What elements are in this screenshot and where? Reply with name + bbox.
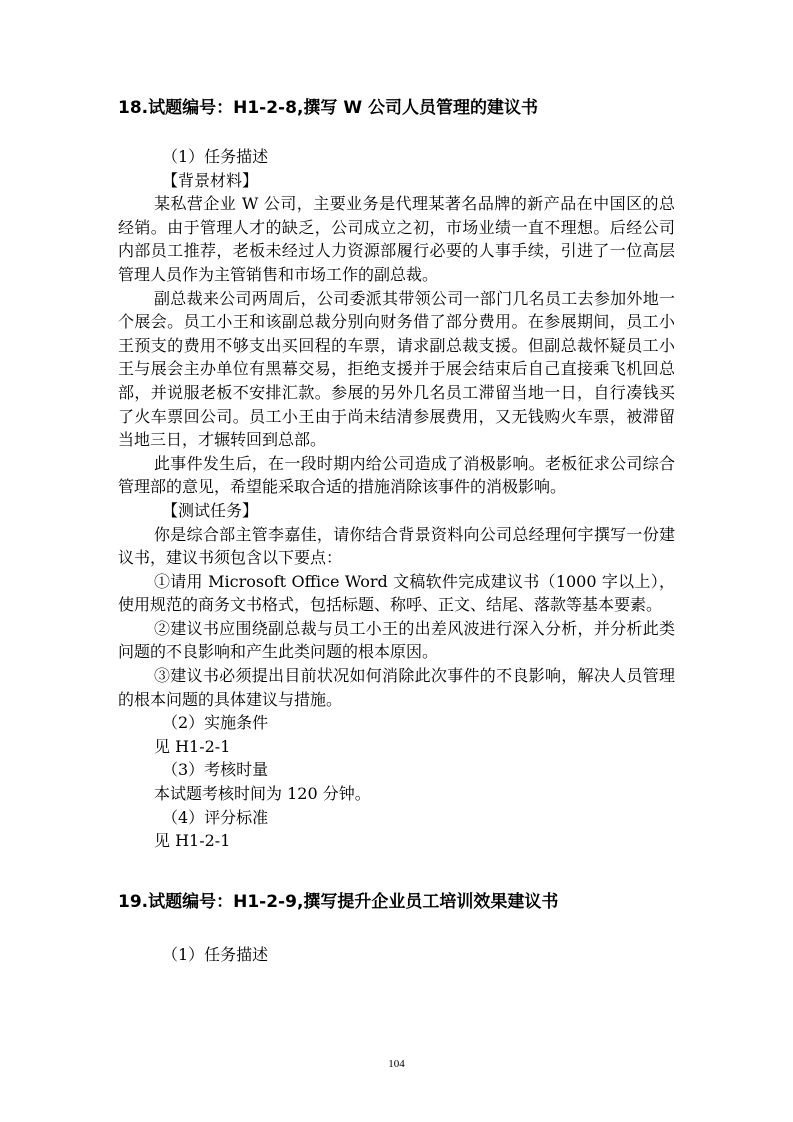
scoring-label: （4）评分标准	[162, 807, 269, 827]
section-18-heading: 18.试题编号：H1-2-8,撰写 W 公司人员管理的建议书	[118, 98, 538, 118]
section-19-task-description-label: （1）任务描述	[162, 944, 269, 964]
background-paragraph-3: 此事件发生后，在一段时期内给公司造成了消极影响。老板征求公司综合管理部的意见，希望能采取合适的措施消除该事件的消极影响。	[118, 453, 675, 497]
test-task-requirement-3: ③建议书必须提出目前状况如何消除此次事件的不良影响，解决人员管理的根本问题的具体建议与措施。	[118, 666, 675, 709]
page-number: 104	[388, 1058, 405, 1070]
task-description-label: （1）任务描述	[162, 147, 269, 166]
test-task-paragraph-1: 你是综合部主管李嘉佳，请你结合背景资料向公司总经理何宇撰写一份建议书，建议书须包含以下要点：	[118, 524, 675, 568]
test-task-label: 【测试任务】	[162, 500, 259, 520]
test-task-requirement-2: ②建议书应围绕副总裁与员工小王的出差风波进行深入分析，并分析此类问题的不良影响和产生此类问题的根本原因。	[118, 618, 675, 662]
background-label: 【背景材料】	[162, 170, 259, 190]
test-task-requirement-1: ①请用 Microsoft Office Word 文稿软件完成建议书（1000 字以上），使用规范的商务文书格式，包括标题、称呼、正文、结尾、落款等基本要素。	[118, 571, 675, 615]
exam-time-text: 本试题考核时间为 120 分钟。	[154, 784, 371, 804]
background-paragraph-2: 副总裁来公司两周后，公司委派其带领公司一部门几名员工去参加外地一个展会。员工小王和该副总裁分别向财务借了部分费用。在参展期间，员工小王预支的费用不够支出买回程的车票，请求副总裁支援。但副总裁怀疑员工小王与展会主办单位有黑幕交易，拒绝支援并于展会结束后自己直接乘飞机回总部，并说服老板不安排汇款。参展的另外几名员工滞留当地一日，自行凑钱买了火车票回公司。员工小王由于尚未结清参展费用，又无钱购火车票，被滞留当地三日，才辗转回到总部。	[118, 288, 675, 450]
conditions-text: 见 H1-2-1	[154, 736, 231, 756]
exam-time-label: （3）考核时量	[162, 760, 269, 780]
document-body	[118, 95, 675, 966]
background-paragraph-1: 某私营企业 W 公司，主要业务是代理某著名品牌的新产品在中国区的总经销。由于管理人才的缺乏，公司成立之初，市场业绩一直不理想。后经公司内部员工推荐，老板未经过人力资源部履行必要的人事手续，引进了一位高层管理人员作为主管销售和市场工作的副总裁。	[118, 194, 675, 284]
scoring-text: 见 H1-2-1	[154, 831, 231, 851]
section-19-heading: 19.试题编号：H1-2-9,撰写提升企业员工培训效果建议书	[118, 891, 559, 912]
conditions-label: （2）实施条件	[162, 713, 269, 733]
